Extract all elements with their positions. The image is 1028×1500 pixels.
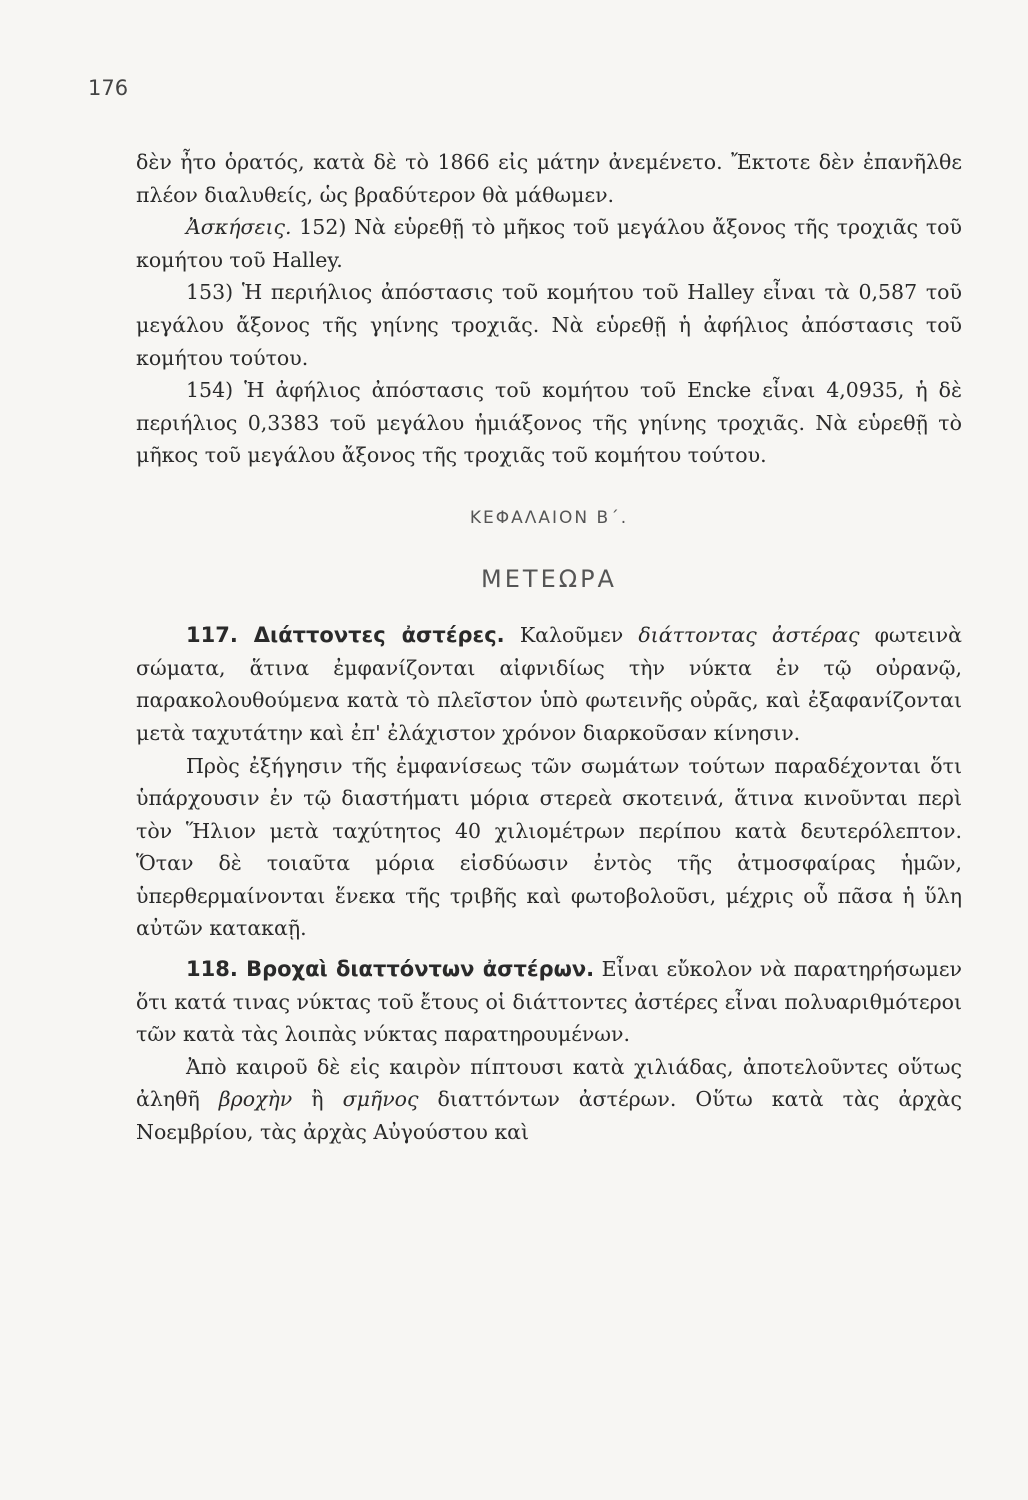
- section-118-p2-tail: διαττόντων ἀστέρων. Οὕτω κατὰ τὰς ἀρχὰς Νοεμβρίου, τὰς ἀρχὰς Αὐγούστου καὶ: [136, 1087, 962, 1145]
- section-118-body: Εἶναι εὔκολον νὰ παρατηρήσωμεν ὅτι κατά τινας νύκτας τοῦ ἔτους οἱ διάττοντες ἀστέρες εἶναι πολυαριθμότεροι τῶν κατὰ τὰς λοιπὰς νύκτας παρατηρουμένων.: [136, 957, 962, 1047]
- page-number: 176: [88, 76, 129, 100]
- section-118: [136, 953, 962, 1051]
- exercise-152: [136, 211, 962, 276]
- section-117-paragraph-2: Πρὸς ἐξήγησιν τῆς ἐμφανίσεως τῶν σωμάτων τούτων παραδέχονται ὅτι ὑπάρχουσιν ἐν τῷ διαστήματι μόρια στερεὰ σκοτεινά, ἅτινα κινοῦνται περὶ τὸν Ἥλιον μετὰ ταχύτητος 40 χιλιομέτρων περίπου κατὰ δευτερόλεπτον. Ὅταν δὲ τοιαῦτα μόρια εἰσδύωσιν ἐντὸς τῆς ἀτμοσφαίρας ἡμῶν, ὑπερθερμαίνονται ἕνεκα τῆς τριβῆς καὶ φωτοβολοῦσι, μέχρις οὗ πᾶσα ἡ ὕλη αὐτῶν κατακαῇ.: [136, 753, 962, 941]
- section-117-term: διάττοντας ἀστέρας: [638, 623, 860, 648]
- section-117-title: 117. Διάττοντες ἀστέρες.: [186, 623, 505, 648]
- page-body: [136, 146, 962, 1149]
- chapter-title: ΜΕΤΕΩΡΑ: [481, 564, 617, 593]
- exercise-152-text: 152) Νὰ εὑρεθῇ τὸ μῆκος τοῦ μεγάλου ἄξονος τῆς τροχιᾶς τοῦ κομήτου τοῦ Halley.: [136, 215, 962, 272]
- exercises-label: Ἀσκήσεις.: [186, 215, 292, 240]
- section-118-or: ἢ: [311, 1087, 324, 1112]
- section-118-term-shower: βροχὴν: [218, 1087, 293, 1112]
- section-117-lead: Καλοῦμεν: [519, 623, 624, 648]
- section-118-term-swarm: σμῆνος: [342, 1087, 419, 1112]
- section-118-title: 118. Βροχαὶ διαττόντων ἀστέρων.: [186, 957, 595, 982]
- paragraph-intro: δὲν ἦτο ὁρατός, κατὰ δὲ τὸ 1866 εἰς μάτην ἀνεμένετο. Ἔκτοτε δὲν ἐπανῆλθε πλέον διαλυθείς, ὡς βραδύτερον θὰ μάθωμεν.: [136, 150, 962, 207]
- section-118-p2-lead: Ἀπὸ καιροῦ δὲ εἰς καιρὸν πίπτουσι κατὰ χιλιάδας, ἀποτελοῦντες οὕτως ἀληθῆ: [136, 1054, 962, 1112]
- exercise-154: 154) Ἡ ἀφήλιος ἀπόστασις τοῦ κομήτου τοῦ Encke εἶναι 4,0935, ἡ δὲ περιήλιος 0,3383 τοῦ μεγάλου ἡμιάξονος τῆς γηίνης τροχιᾶς. Νὰ εὑρεθῇ τὸ μῆκος τοῦ μεγάλου ἄξονος τῆς τροχιᾶς τοῦ κομήτου τούτου.: [136, 378, 962, 468]
- section-118-paragraph-2: [136, 1051, 962, 1149]
- chapter-label: ΚΕΦΑΛΑΙΟΝ Β΄.: [469, 507, 629, 528]
- section-117-body: φωτεινὰ σώματα, ἅτινα ἐμφανίζονται αἰφνιδίως τὴν νύκτα ἐν τῷ οὐρανῷ, παρακολουθούμενα κατὰ τὸ πλεῖστον ὑπὸ φωτεινῆς οὐρᾶς, καὶ ἐξαφανίζονται μετὰ ταχυτάτην καὶ ἐπ' ἐλάχιστον χρόνον διαρκοῦσαν κίνησιν.: [136, 623, 962, 745]
- exercise-153: 153) Ἡ περιήλιος ἀπόστασις τοῦ κομήτου τοῦ Halley εἶναι τὰ 0,587 τοῦ μεγάλου ἄξονος τῆς γηίνης τροχιᾶς. Νὰ εὑρεθῇ ἡ ἀφήλιος ἀπόστασις τοῦ κομήτου τούτου.: [136, 280, 962, 370]
- section-117: [136, 619, 962, 749]
